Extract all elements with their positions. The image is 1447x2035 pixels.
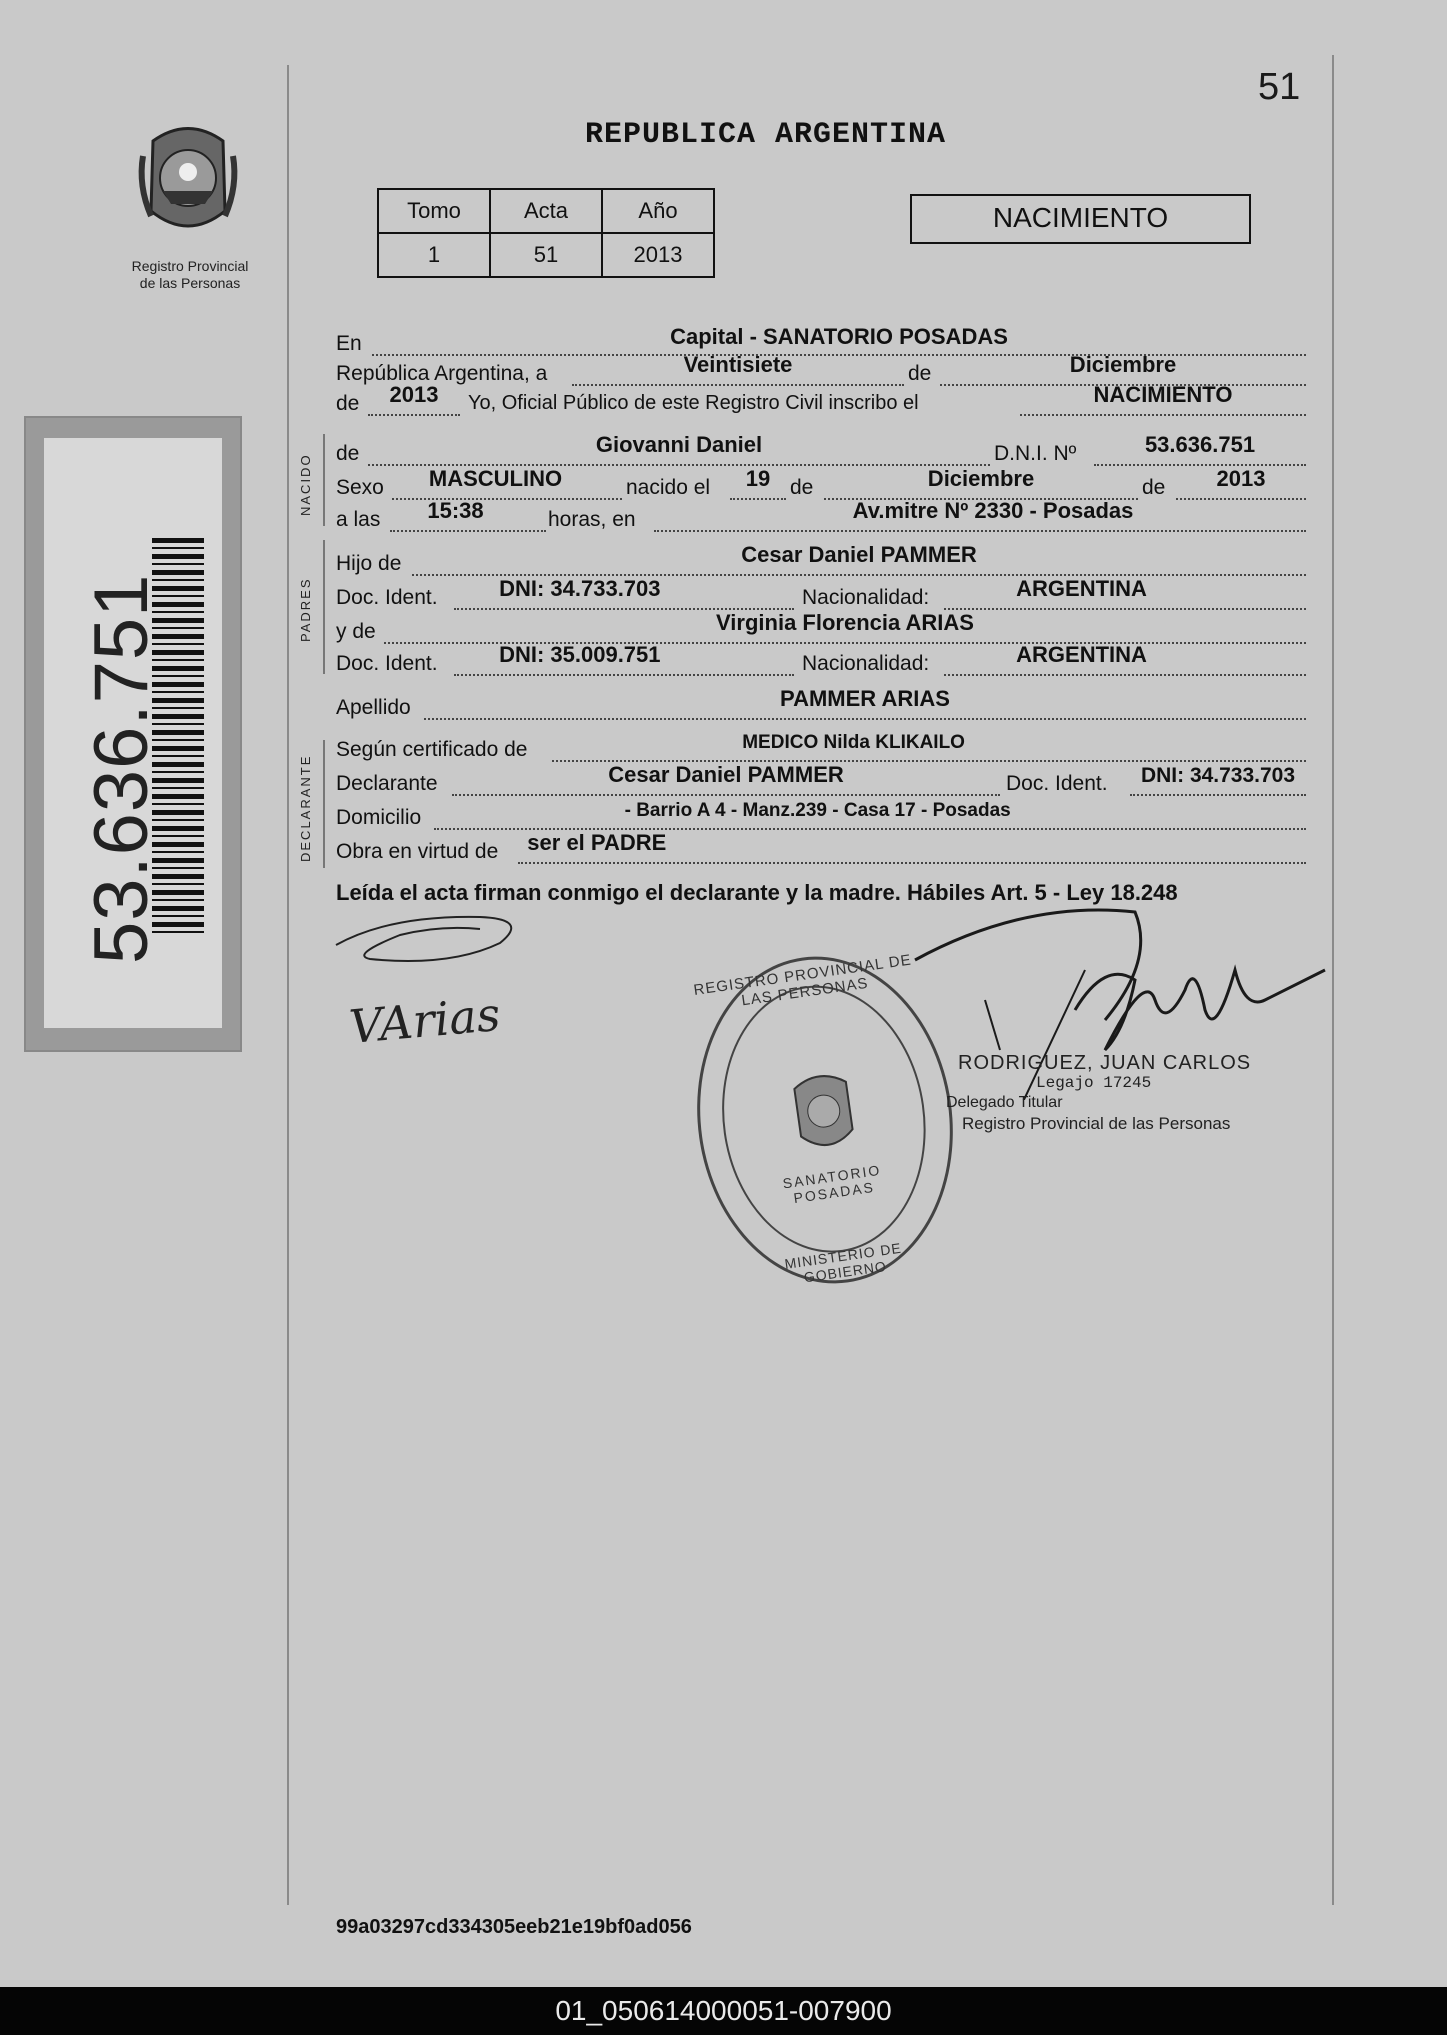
- stamp-emblem: [782, 1063, 866, 1164]
- value-sexo: MASCULINO: [428, 466, 563, 491]
- left-margin-line: [287, 65, 289, 1905]
- document-title: REPUBLICA ARGENTINA: [585, 118, 947, 152]
- field-declarante: [452, 760, 1000, 796]
- field-tipo: [1020, 380, 1306, 416]
- mother-signature: [348, 990, 538, 1080]
- label-dni: D.N.I. Nº: [994, 442, 1077, 465]
- label-nacionalidad-madre: Nacionalidad:: [802, 652, 930, 675]
- value-nombre: Giovanni Daniel: [595, 432, 763, 457]
- label-segun-certificado: Según certificado de: [336, 738, 528, 761]
- value-domicilio: - Barrio A 4 - Manz.239 - Casa 17 - Posadas: [624, 800, 1011, 821]
- field-nombre: [368, 430, 990, 466]
- field-hora: [390, 496, 546, 532]
- value-tipo: NACIMIENTO: [1093, 382, 1233, 407]
- sidebar-dni: 53.636.751: [79, 573, 164, 964]
- record-type-box: NACIMIENTO: [910, 194, 1251, 244]
- section-padres: PADRES: [298, 577, 313, 642]
- value-certificado: MEDICO Nilda KLIKAILO: [742, 732, 965, 753]
- field-sexo: [392, 464, 622, 500]
- field-obra-en-virtud: [518, 828, 1306, 864]
- text-yo-oficial: Yo, Oficial Público de este Registro Civil inscribo el: [468, 392, 919, 414]
- field-padre: [412, 540, 1306, 576]
- value-nacionalidad-padre: ARGENTINA: [1016, 576, 1147, 601]
- field-doc-madre: [454, 640, 794, 676]
- value-doc-declarante: DNI: 34.733.703: [1140, 764, 1296, 787]
- label-de-anio: de: [336, 392, 360, 415]
- register-table: [377, 188, 715, 278]
- field-apellido: [424, 684, 1306, 720]
- declarant-signature: [330, 905, 530, 975]
- value-apellido: PAMMER ARIAS: [780, 686, 950, 711]
- value-dni: 53.636.751: [1144, 432, 1256, 457]
- field-domicilio: [434, 794, 1306, 830]
- label-nacionalidad-padre: Nacionalidad:: [802, 586, 930, 609]
- coat-of-arms-icon: [133, 116, 243, 251]
- file-id-footer: 01_050614000051-007900: [0, 1987, 1447, 2035]
- value-anio: 2013: [389, 382, 439, 407]
- value-dia: Veintisiete: [683, 352, 793, 377]
- field-nac-mes: [824, 464, 1138, 500]
- officer-office: Registro Provincial de las Personas: [962, 1114, 1231, 1133]
- label-y-de: y de: [336, 620, 376, 643]
- section-bracket-nacido: [323, 434, 325, 526]
- value-lugar-nacimiento: Av.mitre Nº 2330 - Posadas: [852, 498, 1134, 523]
- registry-caption: [110, 258, 270, 292]
- field-doc-padre: [454, 574, 794, 610]
- stamp-middle-text: SANATORIO POSADAS: [781, 1161, 883, 1207]
- table-header-acta: Acta: [490, 189, 602, 233]
- stamp-emblem-icon: [782, 1063, 866, 1164]
- signature-varias-icon: [348, 990, 538, 1080]
- officer-role: Delegado Titular: [946, 1094, 1063, 1111]
- section-declarante: DECLARANTE: [298, 754, 313, 862]
- signature-scribble-icon: [330, 905, 530, 975]
- field-nac-anio: [1176, 464, 1306, 500]
- label-doc-padre: Doc. Ident.: [336, 586, 438, 609]
- field-dia: [572, 350, 904, 386]
- section-bracket-declarante: [323, 740, 325, 868]
- label-de-nombre: de: [336, 442, 360, 465]
- label-doc-madre: Doc. Ident.: [336, 652, 438, 675]
- table-value-anio: 2013: [602, 233, 714, 277]
- value-nac-dia: 19: [745, 466, 771, 491]
- label-de-nac-mes: de: [790, 476, 814, 499]
- label-a-las: a las: [336, 508, 381, 531]
- document-hash: 99a03297cd334305eeb21e19bf0ad056: [336, 1916, 692, 1938]
- value-madre: Virginia Florencia ARIAS: [716, 610, 974, 635]
- page-number: 51: [1258, 66, 1301, 108]
- table-value-acta: 51: [490, 233, 602, 277]
- label-sexo: Sexo: [336, 476, 384, 499]
- value-declarante: Cesar Daniel PAMMER: [608, 762, 844, 787]
- label-apellido: Apellido: [336, 696, 411, 719]
- field-madre: [384, 608, 1306, 644]
- stamp-bottom-text: MINISTERIO DE GOBIERNO: [783, 1239, 903, 1286]
- caption-line-1: Registro Provincial: [131, 258, 249, 274]
- field-doc-declarante: [1130, 760, 1306, 796]
- officer-name: RODRIGUEZ, JUAN CARLOS: [958, 1052, 1252, 1074]
- section-bracket-padres: [323, 540, 325, 674]
- label-hijo-de: Hijo de: [336, 552, 402, 575]
- label-de-nac-anio: de: [1142, 476, 1166, 499]
- label-domicilio: Domicilio: [336, 806, 422, 829]
- field-nac-dia: [730, 464, 786, 500]
- field-nacionalidad-padre: [944, 574, 1306, 610]
- label-doc-declarante: Doc. Ident.: [1006, 772, 1108, 795]
- field-nacionalidad-madre: [944, 640, 1306, 676]
- officer-legajo: Legajo 17245: [1036, 1074, 1152, 1092]
- value-nac-mes: Diciembre: [927, 466, 1035, 491]
- caption-line-2: de las Personas: [139, 275, 241, 291]
- label-en: En: [336, 332, 362, 355]
- label-declarante: Declarante: [336, 772, 438, 795]
- field-dni: [1094, 430, 1306, 466]
- value-nacionalidad-madre: ARGENTINA: [1016, 642, 1147, 667]
- signature-varias-text: VArias: [348, 990, 503, 1054]
- field-lugar-nacimiento: [654, 496, 1306, 532]
- section-nacido: NACIDO: [298, 453, 313, 516]
- value-doc-padre: DNI: 34.733.703: [499, 576, 661, 601]
- field-certificado: [552, 726, 1306, 762]
- value-hora: 15:38: [427, 498, 484, 523]
- field-anio: [368, 380, 460, 416]
- value-doc-madre: DNI: 35.009.751: [499, 642, 661, 667]
- label-horas-en: horas, en: [548, 508, 636, 531]
- province-logo: [133, 116, 243, 251]
- label-obra-en-virtud: Obra en virtud de: [336, 840, 499, 863]
- label-de-mes: de: [908, 362, 932, 385]
- label-republica: República Argentina, a: [336, 362, 548, 385]
- label-nacido-el: nacido el: [626, 476, 711, 499]
- value-mes: Diciembre: [1069, 352, 1177, 377]
- closing-statement: Leída el acta firman conmigo el declarante y la madre. Hábiles Art. 5 - Ley 18.248: [336, 880, 1178, 905]
- value-lugar-inscripcion: Capital - SANATORIO POSADAS: [670, 324, 1008, 349]
- value-padre: Cesar Daniel PAMMER: [741, 542, 977, 567]
- table-header-tomo: Tomo: [378, 189, 490, 233]
- table-header-anio: Año: [602, 189, 714, 233]
- value-obra-en-virtud: ser el PADRE: [527, 830, 667, 855]
- barcode-sticker: [24, 416, 242, 1052]
- table-value-tomo: 1: [378, 233, 490, 277]
- value-nac-anio: 2013: [1216, 466, 1266, 491]
- stamp-top-text: REGISTRO PROVINCIAL DE LAS PERSONAS: [692, 951, 913, 1010]
